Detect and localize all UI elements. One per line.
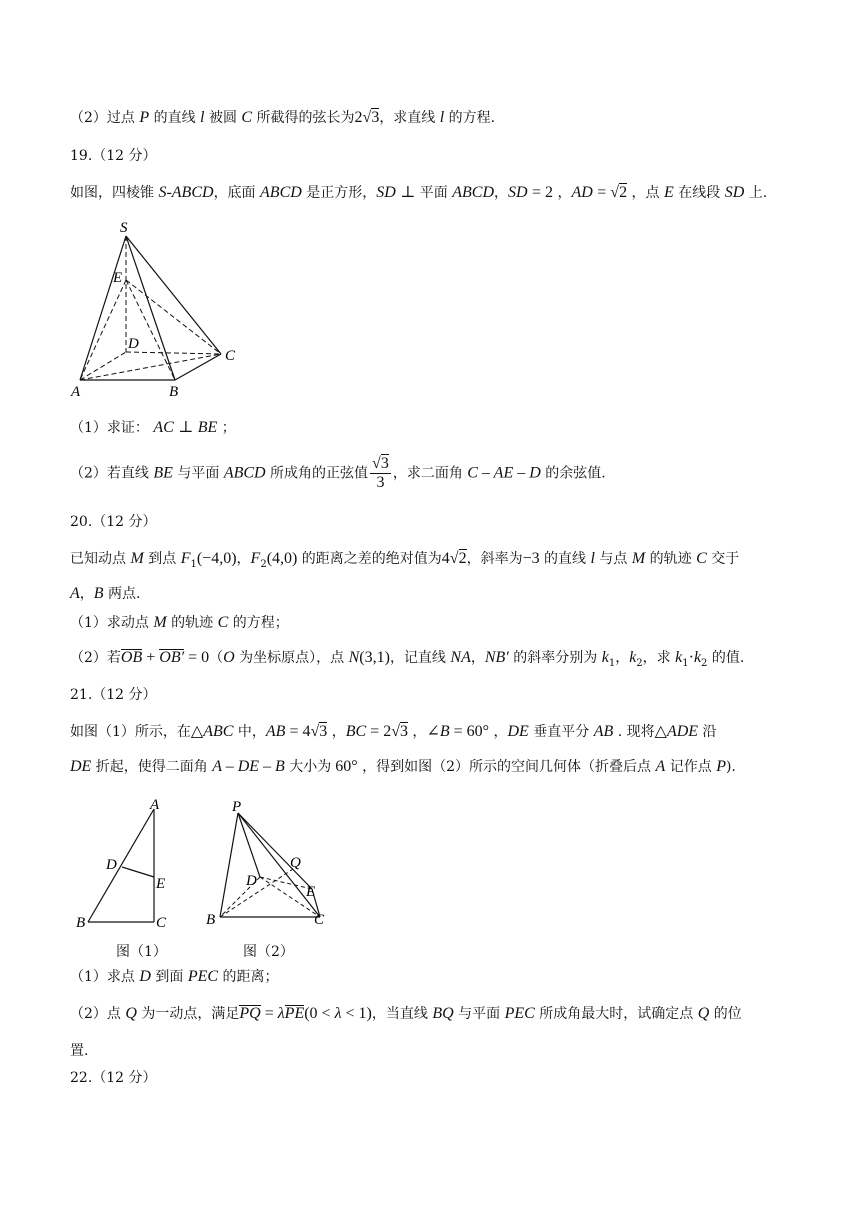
- q22-heading: 22.（12 分）: [70, 1070, 157, 1086]
- fig1-caption: 图（1）: [116, 944, 167, 960]
- q20-stem-a: 已知动点 M 到点 $F_1(-4,0)$，$F_2(4,0)$ 的距离之差的绝对值为4√2，斜率为−3 的直线 l 与点 M 的轨迹 C 交于: [70, 550, 740, 570]
- q20-part1: （1）求动点 M 的轨迹 C 的方程；: [70, 614, 289, 631]
- q20-part2: （2）若OB + OB′ = 0（O 为坐标原点），点 N(3,1)，记直线 NA，NB′ 的斜率分别为 $k_1$，$k_2$，求 $k_1\cdot k_2$ 的值.: [70, 649, 745, 669]
- q21-heading: 21.（12 分）: [70, 687, 157, 703]
- fig2-label-D: D: [246, 873, 257, 889]
- fig2-label-B: B: [206, 912, 216, 928]
- q19-part1: （1）求证： AC ⊥ BE ；: [70, 419, 236, 436]
- fig2-label-P: P: [232, 799, 242, 815]
- q20-stem-b: A，B 两点.: [70, 585, 141, 602]
- label-B: B: [169, 384, 179, 398]
- q21-stem-a: 如图（1）所示，在△ABC 中，AB = 4√3 ，BC = 2√3 ，∠B = 60° ，DE 垂直平分 AB . 现将△ADE 沿: [70, 723, 717, 740]
- q19-stem: 如图，四棱锥 S-ABCD，底面 ABCD 是正方形，SD ⊥ 平面 ABCD，SD = 2 ，AD = √2 ，点 E 在线段 SD 上.: [70, 184, 768, 201]
- folded-figure-2: [200, 797, 340, 937]
- label-S: S: [120, 220, 128, 236]
- pyramid-figure: [65, 218, 255, 398]
- q19-heading: 19.（12 分）: [70, 148, 157, 164]
- q19-part2: （2）若直线 BE 与平面 ABCD 所成角的正弦值 $\frac{√3}{3}$ ，求二面角 C – AE – D 的余弦值.: [70, 455, 606, 491]
- label-C: C: [225, 348, 236, 364]
- fig1-label-A: A: [150, 797, 160, 813]
- fig2-caption: 图（2）: [243, 944, 294, 960]
- q21-part2-a: （2）点 Q 为一动点，满足PQ = λPE(0 < λ < 1)，当直线 BQ 与平面 PEC 所成角最大时，试确定点 Q 的位: [70, 1005, 742, 1022]
- fig1-label-E: E: [156, 876, 166, 892]
- fig1-label-B: B: [76, 915, 86, 931]
- label-E: E: [113, 270, 123, 286]
- q21-part1: （1）求点 D 到面 PEC 的距离；: [70, 968, 279, 985]
- triangle-figure-1: [70, 797, 180, 937]
- q21-stem-b: DE 折起，使得二面角 A – DE – B 大小为 60° ，得到如图（2）所示的空间几何体（折叠后点 A 记作点 P).: [70, 758, 736, 775]
- q18-part2: （2）过点 P 的直线 l 被圆 C 所截得的弦长为2√3，求直线 l 的方程.: [70, 109, 496, 126]
- fig1-label-D: D: [106, 857, 117, 873]
- fig2-label-E: E: [306, 884, 316, 900]
- fig2-label-C: C: [314, 912, 325, 928]
- label-D: D: [128, 336, 139, 352]
- q20-heading: 20.（12 分）: [70, 514, 157, 530]
- fig2-label-Q: Q: [290, 855, 301, 871]
- label-A: A: [71, 384, 81, 398]
- q21-part2-b: 置.: [70, 1043, 89, 1059]
- fig1-label-C: C: [156, 915, 167, 931]
